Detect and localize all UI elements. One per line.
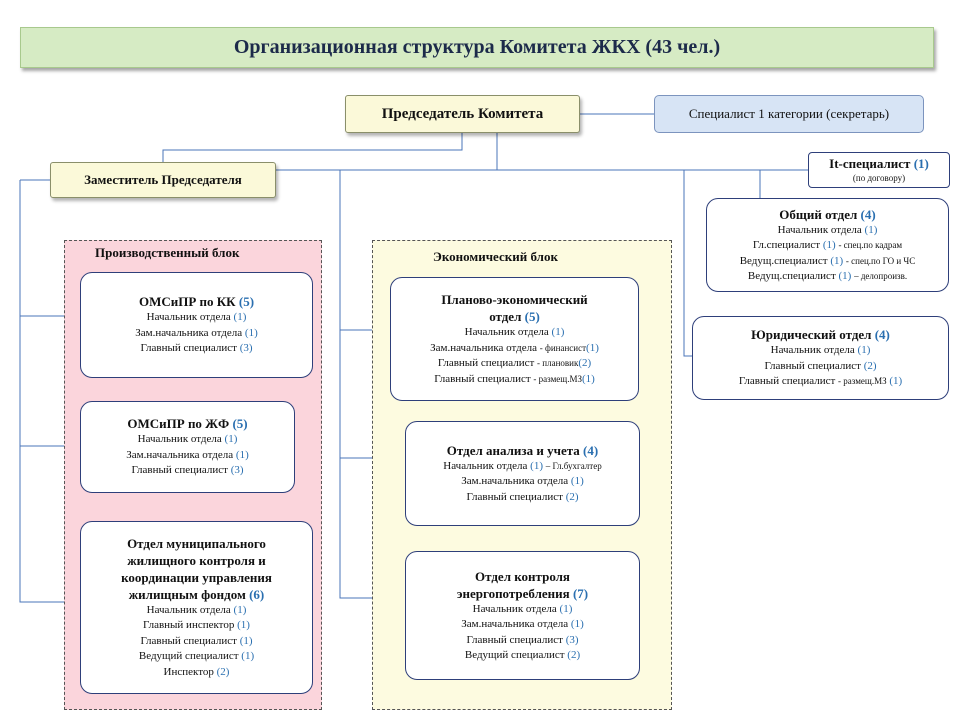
staff-line: Главный инспектор (1) <box>143 619 250 632</box>
dept-title-line-1: Планово-экономический <box>441 292 588 307</box>
staff-line: Главный специалист - размещ.МЗ (1) <box>738 375 903 388</box>
economic-block-label: Экономический блок <box>433 249 558 264</box>
dept-omsipr-zhf <box>80 401 295 493</box>
dept-title: ОМСиПР по ЖФ <box>127 416 230 432</box>
dept-title: Общий отдел <box>779 206 858 222</box>
staff-line: Зам.начальника отдела (1) <box>135 326 258 339</box>
it-title: It-специалист <box>829 156 911 171</box>
production-block-label: Производственный блок <box>95 245 240 260</box>
staff-line: Гл.специалист (1) - спец.по кадрам <box>752 239 903 251</box>
staff-line: Зам.начальника отдела (1) <box>461 475 584 488</box>
dept-title-line-2: энергопотребления <box>456 585 570 601</box>
staff-line: Главный специалист - плановик(2) <box>437 357 592 369</box>
staff-line: Ведущий специалист (1) <box>138 650 255 663</box>
staff-line: Ведущ.специалист (1) – делопроизв. <box>747 270 908 282</box>
staff-line: Начальник отдела (1) <box>137 433 238 446</box>
staff-line: Начальник отдела (1) <box>146 603 247 616</box>
staff-line: Главный специалист (3) <box>466 633 579 646</box>
chairman-box: Председатель Комитета <box>345 95 580 133</box>
connector-legal-trunk <box>684 170 692 356</box>
dept-count: (5) <box>524 309 540 324</box>
dept-count: (4) <box>583 442 599 458</box>
page-title: Организационная структура Комитета ЖКХ (43 чел.) <box>20 27 934 68</box>
dept-count: (6) <box>249 586 265 602</box>
staff-line: Главный специалист (1) <box>140 634 253 647</box>
dept-title-line-2: отдел <box>489 309 522 324</box>
staff-line: Главный специалист - размещ.МЗ(1) <box>434 372 595 385</box>
staff-line: Начальник отдела (1) – Гл.бухгалтер <box>443 459 602 472</box>
connector-chair-deputy <box>163 133 462 162</box>
staff-line: Начальник отдела (1) <box>472 602 573 615</box>
staff-line: Начальник отдела (1) <box>777 223 878 236</box>
dept-general <box>706 198 949 292</box>
staff-line: Зам.начальника отдела (1) <box>461 618 584 630</box>
dept-title-line-4: жилищным фондом <box>128 586 246 602</box>
staff-line: Главный специалист (3) <box>140 342 253 355</box>
dept-title-line-1: Отдел контроля <box>475 568 570 584</box>
dept-title-line-1: Отдел муниципального <box>127 535 266 551</box>
dept-legal <box>692 316 949 400</box>
staff-line: Начальник отдела (1) <box>464 326 565 338</box>
dept-title-line-3: координации управления <box>121 569 272 585</box>
staff-line: Начальник отдела (1) <box>146 311 247 324</box>
dept-title-line-2: жилищного контроля и <box>127 552 266 568</box>
staff-line: Инспектор (2) <box>163 665 230 678</box>
it-specialist-box <box>808 152 950 188</box>
dept-energy-control <box>405 551 640 680</box>
staff-line: Главный специалист (3) <box>131 464 244 477</box>
dept-planning-economic <box>390 277 639 401</box>
dept-count: (5) <box>232 416 248 432</box>
staff-line: Зам.начальника отдела (1) <box>126 448 249 461</box>
dept-omsipr-kk <box>80 272 313 378</box>
dept-count: (5) <box>238 294 255 310</box>
staff-line: Главный специалист (2) <box>764 359 877 372</box>
staff-line: Зам.начальника отдела - финансист(1) <box>430 341 599 354</box>
dept-count: (4) <box>874 327 890 343</box>
dept-count: (7) <box>572 585 589 601</box>
staff-line: Главный специалист (2) <box>466 490 579 503</box>
staff-line: Начальник отдела (1) <box>770 344 871 357</box>
dept-housing-control <box>80 521 313 694</box>
it-note: (по договору) <box>852 173 906 183</box>
staff-line: Ведущий специалист (2) <box>464 649 581 661</box>
dept-title: ОМСиПР по КК <box>138 294 236 310</box>
dept-count: (4) <box>860 206 876 222</box>
dept-title: Юридический отдел <box>751 327 872 343</box>
staff-line: Ведущ.специалист (1) - спец.по ГО и ЧС <box>739 254 916 267</box>
dept-analysis-accounting <box>405 421 640 526</box>
it-count: (1) <box>913 156 929 171</box>
secretary-box: Специалист 1 категории (секретарь) <box>654 95 924 133</box>
deputy-box: Заместитель Председателя <box>50 162 276 198</box>
dept-title: Отдел анализа и учета <box>446 442 580 458</box>
